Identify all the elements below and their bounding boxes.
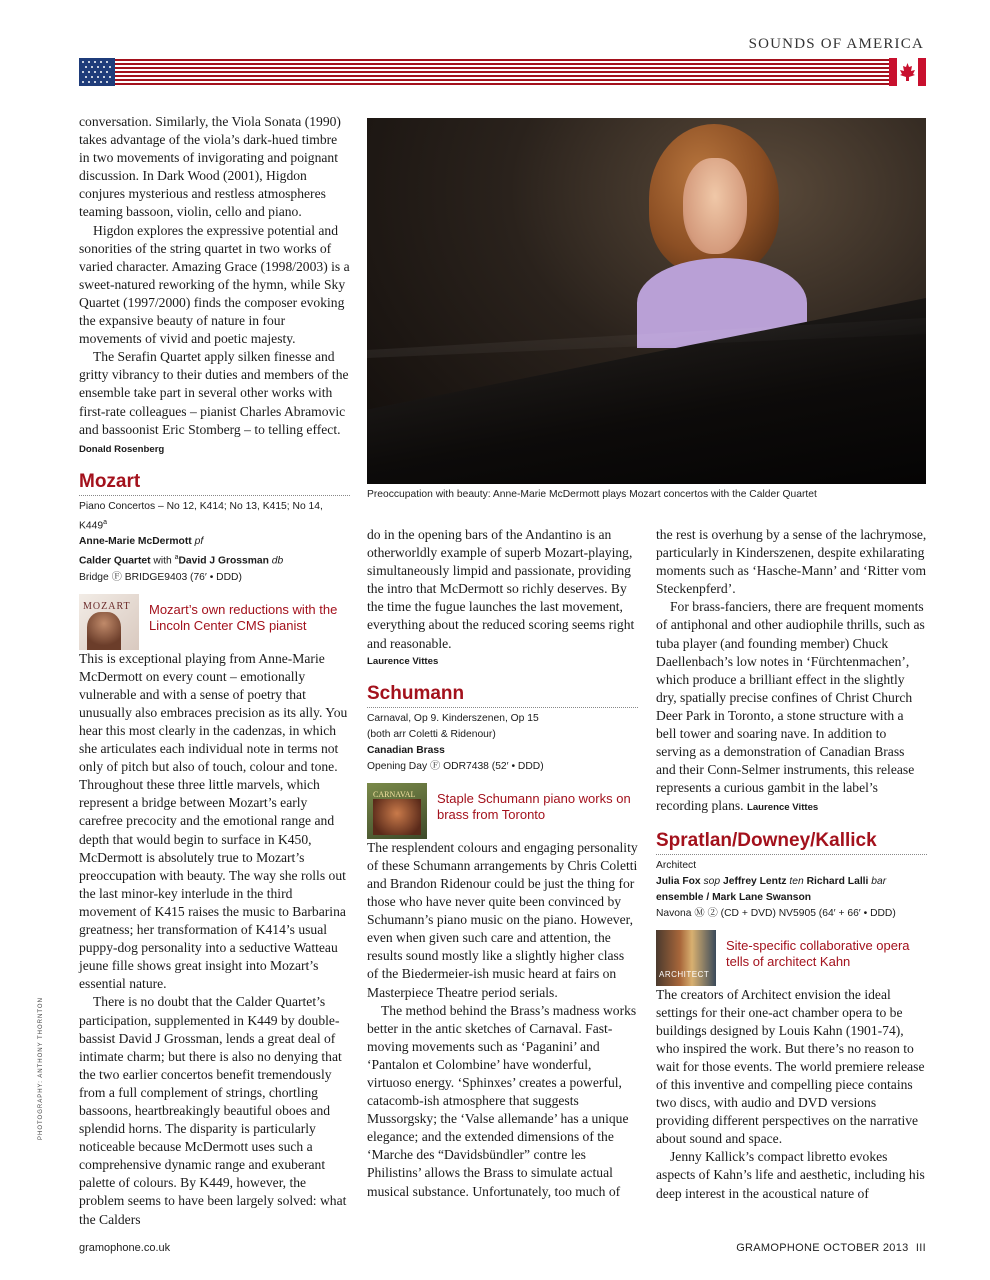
footer-page-number: III xyxy=(915,1242,926,1254)
footer-magazine: GRAMOPHONE xyxy=(736,1242,820,1254)
canada-flag-icon xyxy=(889,58,926,86)
mozart-body-2: There is no doubt that the Calder Quartet’s participation, supplemented in K449 by double-bassist David J Grossman, lends a great deal of intimate charm; but there is also no denying that the two earlier concertos benefit tremendously from a full complement of strings, chortling bassoons, heartbreakingly beautiful oboes and splendid horns. The disparity is particularly noticeable because McDermott uses such a comprehensive dynamic range and exuberant palette of colours. By K449, however, the problem seems to have been largely solved: what the Calders xyxy=(79,994,347,1227)
col1-para-1: conversation. Similarly, the Viola Sonata (1990) takes advantage of the viola’s dark-hued timbre in two movements of invigorating and poignant discussion. In Dark Wood (2001), Higdon conjures mysterious and restless atmospheres teaming bassoon, violin, cello and piano. xyxy=(79,114,341,220)
mozart-pullquote: Mozart’s own reductions with the Lincoln Center CMS pianist xyxy=(149,601,338,633)
spratlan-body-2: Jenny Kallick’s compact libretto evokes aspects of Kahn’s life and aesthetic, including his deep interest in the acoustical nature of xyxy=(656,1149,925,1201)
spratlan-ensemble: ensemble / Mark Lane Swanson xyxy=(656,891,812,903)
col3-continuation-1: the rest is overhung by a sense of the lachrymose, particularly in Kinderszenen, despite exhilarating moments such as ‘Hasche-Mann’ and ‘Ritter vom Steckenpferd’. xyxy=(656,527,927,597)
schumann-label: Opening Day Ⓕ ODR7438 (52′ • DDD) xyxy=(367,760,544,772)
schumann-pullquote: Staple Schumann piano works on brass from Toronto xyxy=(437,790,631,822)
main-photo xyxy=(367,118,926,484)
review-heading-schumann: Schumann xyxy=(367,683,638,708)
mozart-artist: Anne-Marie McDermott pf xyxy=(79,536,204,548)
schumann-album-cover: CARNAVAL xyxy=(367,783,427,839)
col1-para-3: The Serafin Quartet apply silken finesse and gritty vibrancy to their duties and members of the ensemble take part in several other works with first-rate colleagues – pianist Charles Abramovic and bassoonist Eric Stomberg – to telling effect. Donald Rosenberg xyxy=(79,349,349,455)
schumann-body-2: The method behind the Brass’s madness works better in the antic sketches of Carnaval. Fast-moving movements such as ‘Paganini’ and ‘Pantalon et Colombine’ have wonderful, virtuoso energy. ‘Sphinxes’ creates a powerful, catacomb-ish atmosphere that suggests Mussorgsky; the ‘Valse allemande’ has a unique elegance; and the extended dimensions of the ‘Marche des “Davidsbündler” contre les Philistins’ allows the Brass to simulate actual musical substance. Unfortunately, too much of xyxy=(367,1002,637,1199)
reviewer-signature: Laurence Vittes xyxy=(746,802,819,814)
mozart-body-1: This is exceptional playing from Anne-Marie McDermott on every count – emotionally vulnerable and with a sense of poetry that unusually also embraces precision as its ally. You hear this most clearly in the cadenzas, in which she articulates each individual note in terms not only of pitch but also of touch, colour and tone. Throughout these three little marvels, which represent a bridge between Mozart’s early carefree precocity and the emotional range and depth that would begin to surface in K450, McDermott is absolutely true to Mozart’s preoccupation with beauty. The way she rolls out the last minor-key interlude in the third movement of K415 raises the music to Barbarina greatness; her transformation of K414’s usual puppy-dog personality into a seductive Watteau jeune fille shows great insight into Mozart’s essential nature. xyxy=(79,650,348,992)
spratlan-pullquote: Site-specific collaborative opera tells of architect Kahn xyxy=(726,937,910,969)
schumann-details xyxy=(367,711,638,775)
us-flag-icon xyxy=(79,58,115,86)
flag-banner xyxy=(79,58,926,86)
schumann-artist: Canadian Brass xyxy=(367,744,445,756)
col3-continuation-2: For brass-fanciers, there are frequent moments of antiphonal and other audiophile thrills, such as tuba player (and founding member) Chuck Daellenbach’s low notes in ‘Fürchtenmachen’, which produce a brilliant effect in the slightly dry, spatially precise confines of Christ Church Deer Park in Toronto, a stone structure with a bell tower and soaring nave. In addition to serving as a demonstration of Canadian Brass and their Conn-Selmer instruments, this release represents a curious gambit in the label’s recording plans. Laurence Vittes xyxy=(656,599,925,814)
photo-caption: Preoccupation with beauty: Anne-Marie McDermott plays Mozart concertos with the Calder Quartet xyxy=(367,489,817,500)
pianist-face xyxy=(683,158,747,254)
spratlan-album-cover: ARCHITECT xyxy=(656,930,716,986)
column-3 xyxy=(656,526,927,1203)
mozart-album-cover: MOZART xyxy=(79,594,139,650)
mozart-ensemble: Calder Quartet with $^a$David J Grossman db xyxy=(79,554,284,567)
mozart-details xyxy=(79,499,350,586)
mozart-works: Piano Concertos – No 12, K414; No 13, K415; No 14, K449$^a$ xyxy=(79,500,323,532)
footer-site: gramophone.co.uk xyxy=(79,1242,171,1254)
reviewer-signature: Laurence Vittes xyxy=(367,655,439,667)
photo-credit: PHOTOGRAPHY: ANTHONY THORNTON xyxy=(38,997,44,1140)
section-title: SOUNDS OF AMERICA xyxy=(748,36,924,52)
col2-continuation: do in the opening bars of the Andantino is an otherworldly example of superb Mozart-playing, simultaneously limpid and passionate, providing the intro that McDermott so richly deserves. By the time the fugue launches the last movement, everything about the reduced scoring seems right and reasonable. Laurence Vittes xyxy=(367,526,638,671)
stripe-band xyxy=(115,59,902,85)
schumann-body-1: The resplendent colours and engaging personality of these Schumann arrangements by Chris Coletti and Brandon Ridenour could be just the thing for those who have never quite been convinced by Schumann’s piano music on the piano. However, even when given such care and attention, the results sound mostly like a slightly higher class of the Biedermeier-ish music heard at fairs on Masterpiece Theatre period serials. xyxy=(367,839,638,1000)
schumann-works: Carnaval, Op 9. Kinderszenen, Op 15 xyxy=(367,712,539,724)
footer-issue xyxy=(736,1242,926,1254)
schumann-arrangement: (both arr Coletti & Ridenour) xyxy=(367,728,496,740)
spratlan-details xyxy=(656,858,927,922)
col1-para-2: Higdon explores the expressive potential and sonorities of the string quartet in two works of varied character. Amazing Grace (1998/2003) is a sweet-natured reworking of the hymn, while Sky Quartet (1997/2000) finds the composer evoking the expansive beauty of nature in four movements of vivid and poetic majesty. xyxy=(79,222,350,347)
spratlan-label: Navona Ⓜ ② (CD + DVD) NV5905 (64′ + 66′ • DDD) xyxy=(656,907,896,919)
column-2 xyxy=(367,526,638,1201)
spratlan-body-1: The creators of Architect envision the ideal settings for their one-act chamber opera to be buildings designed by Louis Kahn (1901-74), who inspired the work. But there’s no reason to wait for those events. The world premiere release of this inventive and compelling piece contains two discs, with audio and DVD versions providing different perspectives on the narrative about sound and space. xyxy=(656,986,925,1147)
footer-date: OCTOBER 2013 xyxy=(823,1242,909,1254)
spratlan-performers: Julia Fox sop Jeffrey Lentz ten Richard Lalli bar xyxy=(656,875,887,887)
mozart-label: Bridge Ⓕ BRIDGE9403 (76′ • DDD) xyxy=(79,571,242,583)
reviewer-signature: Donald Rosenberg xyxy=(79,443,165,455)
review-heading-spratlan: Spratlan/Downey/Kallick xyxy=(656,830,927,855)
spratlan-works: Architect xyxy=(656,859,697,871)
column-1 xyxy=(79,113,350,1229)
review-heading-mozart: Mozart xyxy=(79,471,350,496)
